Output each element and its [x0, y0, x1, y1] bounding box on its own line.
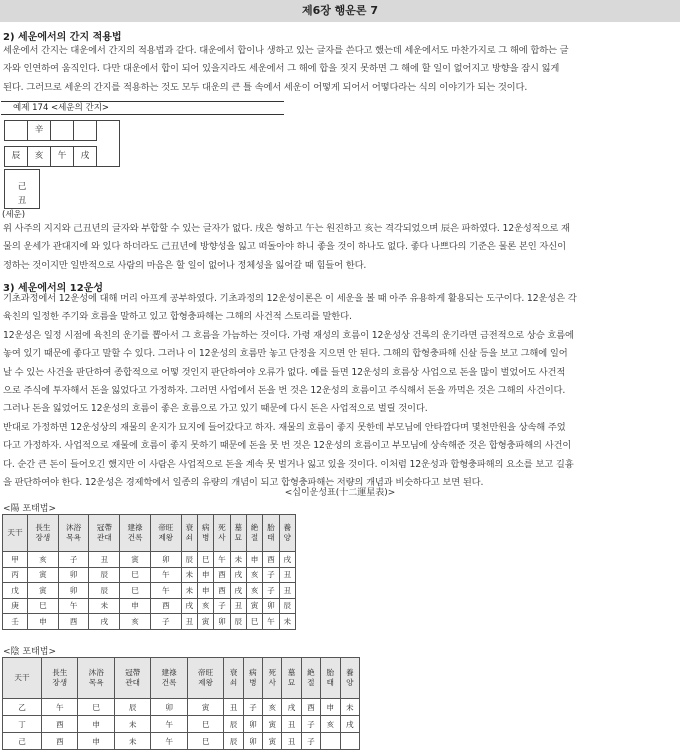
column-header-hangul: 사 [268, 678, 276, 687]
column-header-hangul: 쇠 [229, 678, 238, 687]
column-header-hanja: 墓 [234, 522, 243, 532]
column-header-hanja: 胎 [326, 667, 335, 677]
column-header [114, 658, 150, 699]
text-line: 육친의 일정한 주기와 흐름을 말하고 있고 합형충파해는 그해의 사건적 스토리를 말한다. [3, 311, 352, 323]
column-header-hangul: 목욕 [66, 533, 81, 542]
table-cell: 辰 [224, 733, 243, 750]
table-cell: 丑 [279, 567, 295, 583]
column-header-hangul: 병 [249, 678, 257, 687]
table-cell: 午 [58, 598, 89, 614]
example-title-bar [1, 101, 284, 115]
table-cell: 辰 [114, 699, 150, 716]
table-cell: 丑 [279, 583, 295, 599]
text-line: 위 사주의 지지와 己丑년의 글자와 부합할 수 있는 글자가 없다. 戌은 형하고 午는 원진하고 亥는 격각되었으며 辰은 파하였다. 12운성적으로 재 [3, 223, 570, 234]
table-cell: 戌 [340, 716, 360, 733]
column-header-hanja: 絶 [250, 522, 259, 532]
table-cell: 丑 [282, 716, 301, 733]
saju-cell: 戌 [73, 146, 97, 167]
table-cell: 亥 [197, 598, 213, 614]
table-cell: 戌 [181, 598, 197, 614]
table-cell: 未 [89, 598, 120, 614]
column-header-hanja: 冠帶 [96, 522, 112, 532]
table-cell: 子 [214, 598, 230, 614]
table-cell: 酉 [58, 614, 89, 630]
table-cell: 亥 [28, 552, 59, 568]
table-cell: 酉 [263, 552, 279, 568]
column-header-hanja: 建祿 [161, 667, 177, 677]
column-header-hanja: 衰 [229, 667, 238, 677]
table-cell: 寅 [120, 552, 151, 568]
column-header [58, 515, 89, 552]
column-header [282, 658, 301, 699]
column-header [214, 515, 230, 552]
column-header [42, 658, 78, 699]
saju-cell: 午 [50, 146, 74, 167]
table-cell: 丑 [181, 614, 197, 630]
text-line: 세운에서 간지는 대운에서 간지의 적용법과 같다. 대운에서 합이나 생하고 있는 글자를 쓴다고 했는데 세운에서도 마찬가지로 그 해에 합하는 글 [3, 45, 569, 56]
table-cell: 午 [263, 614, 279, 630]
text-line: 다. 순간 큰 돈이 들어오긴 했지만 이 사람은 사업적으로 돈을 계속 못 벌거나 잃고 있을 것이다. 이처럼 12운성과 합형충파해의 요소를 보고 길흉 [3, 458, 574, 470]
text-line: 놓여 있기 때문에 좋다고 말할 수 있다. 그러나 이 12운성의 흐름만 놓고 단정을 지으면 안 된다. 그해의 합형충파해 신살 등을 보고 그해에 일어 [3, 348, 568, 360]
column-header [263, 658, 282, 699]
table-row [3, 552, 296, 568]
column-header [246, 515, 262, 552]
saju-cell [50, 120, 74, 141]
table-cell: 巳 [120, 567, 151, 583]
table-row [3, 583, 296, 599]
text-line: 반대로 가정하면 12운성상의 재물의 운지가 묘지에 들어갔다고 하자. 재물의 흐름이 좋지 못한데 부모님에 안타깝다며 몇천만원을 상속해 주었 [3, 421, 566, 433]
table-cell: 辰 [224, 716, 243, 733]
table-cell: 辰 [181, 552, 197, 568]
column-header-hangul: 목욕 [88, 678, 104, 687]
table-cell: 卯 [243, 716, 262, 733]
column-header-hangul: 양 [283, 533, 291, 542]
table-cell: 午 [150, 567, 181, 583]
analysis-paragraph [3, 220, 677, 275]
column-header-hanja: 病 [249, 667, 257, 677]
table-cell: 申 [78, 733, 114, 750]
column-header-hanja: 墓 [287, 667, 296, 677]
table-caption: <십이운성표(十二運星表)> [284, 488, 396, 498]
column-header-hanja: 長生 [52, 667, 68, 677]
yin-pota-table [2, 657, 360, 750]
column-header-hangul: 묘 [234, 533, 242, 542]
row-header: 庚 [3, 598, 28, 614]
table-cell: 巳 [78, 699, 114, 716]
column-header [230, 515, 246, 552]
seun-note: (세운) [2, 210, 26, 220]
column-header-hangul: 절 [307, 678, 315, 687]
table-cell: 辰 [230, 614, 246, 630]
table-cell: 午 [151, 716, 187, 733]
column-header-hangul: 쇠 [185, 533, 193, 542]
column-header-hangul: 제왕 [198, 678, 213, 687]
table-cell: 巳 [187, 733, 223, 750]
text-line: 기초과정에서 12운성에 대해 머리 아프게 공부하였다. 기초과정의 12운성이론은 이 세운을 볼 때 아주 유용하게 활용되는 도구이다. 12운성은 각 [3, 293, 577, 304]
table-cell: 丑 [282, 733, 301, 750]
table-cell: 寅 [263, 716, 282, 733]
text-line: 정하는 것이지만 일반적으로 사람의 마음은 할 일이 없어나 정체성을 잃어갈 때 힘들어 한다. [3, 259, 367, 271]
column-header-hanja: 建祿 [127, 522, 143, 532]
table-cell: 申 [78, 716, 114, 733]
table-cell: 子 [263, 567, 279, 583]
column-header-hangul: 건록 [127, 533, 143, 542]
table-cell: 戌 [230, 583, 246, 599]
page-header [0, 0, 680, 22]
column-header [187, 658, 223, 699]
example-title: 예제 174 <세운의 간지> [13, 103, 110, 113]
text-line: 날 수 있는 사건을 판단하여 종합적으로 어떻 것인지 판단하여야 오류가 없다. 예를 들면 12운성의 흐름상 사업으로 돈을 많이 벌었어도 사건적 [3, 366, 566, 378]
table-cell: 卯 [243, 733, 262, 750]
table-cell: 子 [301, 716, 320, 733]
table-cell: 未 [279, 614, 295, 630]
column-header-hanja: 沐浴 [88, 667, 104, 677]
table-cell: 卯 [58, 567, 89, 583]
column-header [243, 658, 262, 699]
column-header-hanja: 胎 [267, 522, 275, 532]
table-cell: 丑 [89, 552, 120, 568]
table-cell: 寅 [28, 583, 59, 599]
table-cell: 巳 [197, 552, 213, 568]
table-cell: 午 [151, 733, 187, 750]
yang-table-tag: <陽 포태법> [3, 504, 57, 514]
table-cell: 亥 [246, 567, 262, 583]
column-header-hangul: 장생 [35, 533, 51, 542]
table-cell: 卯 [263, 598, 279, 614]
row-header: 壬 [3, 614, 28, 630]
table-cell: 巳 [28, 598, 59, 614]
column-header [120, 515, 151, 552]
table-cell: 巳 [187, 716, 223, 733]
table-cell: 寅 [197, 614, 213, 630]
table-cell: 巳 [120, 583, 151, 599]
text-line: 된다. 그러므로 세운의 간지를 적용하는 것도 모두 대운의 큰 틀 속에서 세운이 어떻게 되어서 어떻다라는 식의 이야기가 되는 것이다. [3, 81, 528, 93]
column-header [151, 658, 187, 699]
table-cell: 申 [321, 699, 340, 716]
column-header [181, 515, 197, 552]
column-header [340, 658, 360, 699]
yin-table-tag: <陰 포태법> [3, 647, 57, 657]
table-cell: 酉 [214, 567, 230, 583]
table-cell: 巳 [246, 614, 262, 630]
table-row [3, 614, 296, 630]
table-cell [321, 733, 340, 750]
column-header-hangul: 사 [218, 533, 226, 542]
column-header [78, 658, 114, 699]
column-header-hangul: 관대 [125, 678, 140, 687]
text-line: 12운성은 일정 시점에 육친의 운기를 뽑아서 그 흐름을 가늠하는 것이다. 가령 재성의 흐름이 12운성상 건록의 운기라면 금전적으로 상승 흐름에 [3, 329, 574, 341]
table-cell: 午 [214, 552, 230, 568]
column-header [224, 658, 243, 699]
table-cell: 亥 [263, 699, 282, 716]
column-header [150, 515, 181, 552]
table-cell: 戌 [282, 699, 301, 716]
column-header-hanja: 沐浴 [66, 522, 82, 532]
column-header-hangul: 양 [346, 678, 354, 687]
row-header: 戊 [3, 583, 28, 599]
row-header: 丙 [3, 567, 28, 583]
text-line: 을 판단하여야 한다. 12운성은 경제학에서 일종의 유량의 개념이 되고 합형충파해는 저량의 개념과 비슷하다고 보면 된다. [3, 477, 484, 489]
table-cell: 未 [230, 552, 246, 568]
column-header-hanja: 死 [218, 522, 226, 532]
column-header-hangul: 태 [267, 533, 275, 542]
row-header: 乙 [3, 699, 42, 716]
seun-stem: 己 [17, 182, 27, 192]
column-header [301, 658, 320, 699]
table-cell: 午 [42, 699, 78, 716]
row-header: 己 [3, 733, 42, 750]
seun-branch: 丑 [17, 196, 27, 206]
saju-cell [73, 120, 97, 141]
column-header-hangul: 건록 [161, 678, 177, 687]
table-cell: 亥 [246, 583, 262, 599]
column-header [28, 515, 59, 552]
table-cell: 子 [150, 614, 181, 630]
table-cell: 卯 [214, 614, 230, 630]
column-header-hanja: 帝旺 [198, 667, 214, 677]
table-cell: 申 [197, 567, 213, 583]
table-cell: 辰 [89, 567, 120, 583]
corner-header: 天干 [3, 658, 42, 699]
table-row [3, 716, 360, 733]
row-header: 甲 [3, 552, 28, 568]
table-cell: 丑 [224, 699, 243, 716]
table-cell: 未 [181, 567, 197, 583]
table-cell: 子 [263, 583, 279, 599]
column-header [89, 515, 120, 552]
table-cell: 子 [301, 733, 320, 750]
column-header [321, 658, 340, 699]
table-row [3, 733, 360, 750]
table-cell: 酉 [214, 583, 230, 599]
section2-heading: 2) 세운에서의 간지 적용법 [3, 32, 122, 43]
column-header-hangul: 장생 [52, 678, 68, 687]
table-cell: 未 [181, 583, 197, 599]
page-title: 제6장 행운론 7 [301, 4, 379, 17]
table-cell: 酉 [301, 699, 320, 716]
table-row [3, 598, 296, 614]
table-cell: 未 [114, 733, 150, 750]
table-cell: 寅 [28, 567, 59, 583]
text-line: 다고 가정하자. 사업적으로 재물에 흐름이 좋지 못하기 때문에 돈을 못 번 것은 12운성의 흐름이고 부모님에 상속해준 것은 합형충파해의 사건이 [3, 440, 572, 452]
column-header-hanja: 衰 [185, 522, 194, 532]
saju-cell: 辛 [27, 120, 51, 141]
table-cell: 申 [120, 598, 151, 614]
table-cell: 申 [28, 614, 59, 630]
column-header-hanja: 養 [283, 522, 292, 532]
text-line: 그러나 돈을 잃었어도 12운성의 흐름이 좋은 흐름으로 가고 있기 때문에 다시 돈은 사업적으로 벌릴 것이다. [3, 403, 428, 415]
table-cell: 亥 [321, 716, 340, 733]
column-header-hanja: 長生 [35, 522, 51, 532]
yang-pota-table [2, 514, 296, 630]
table-cell: 午 [150, 583, 181, 599]
column-header [279, 515, 295, 552]
saju-cell [4, 120, 28, 141]
saju-cell: 亥 [27, 146, 51, 167]
table-cell: 子 [58, 552, 89, 568]
column-header-hangul: 병 [201, 533, 210, 542]
table-cell: 亥 [120, 614, 151, 630]
table-cell: 卯 [150, 552, 181, 568]
table-cell: 子 [243, 699, 262, 716]
table-cell: 卯 [151, 699, 187, 716]
table-cell: 辰 [279, 598, 295, 614]
seun-box [4, 169, 40, 209]
table-cell: 戌 [89, 614, 120, 630]
table-cell: 丑 [230, 598, 246, 614]
text-line: 물의 운세가 관대지에 와 있다 하더라도 己丑년에 방향성을 잃고 떠돌아야 하니 좋을 것이 하나도 없다. 좋다 나쁘다의 기준은 물론 본인 자신이 [3, 241, 566, 253]
table-cell: 酉 [150, 598, 181, 614]
table-cell: 酉 [42, 733, 78, 750]
column-header-hanja: 養 [345, 667, 354, 677]
column-header-hangul: 묘 [287, 678, 296, 687]
table-cell: 未 [340, 699, 360, 716]
section3-paragraph [3, 290, 677, 492]
section3-heading: 3) 세운에서의 12운성 [3, 283, 104, 294]
table-cell: 申 [246, 552, 262, 568]
section2-paragraph [3, 42, 677, 97]
column-header [263, 515, 279, 552]
column-header-hangul: 제왕 [158, 533, 174, 542]
row-header: 丁 [3, 716, 42, 733]
text-line: 으로 주식에 투자해서 돈을 잃었다고 가정하자. 그러면 사업에서 돈을 번 것은 12운성의 흐름이고 주식해서 돈을 까먹은 것은 그해의 사건이다. [3, 385, 566, 397]
table-cell [340, 733, 360, 750]
column-header-hanja: 絶 [307, 667, 315, 677]
column-header-hangul: 관대 [97, 533, 112, 542]
corner-header: 天干 [3, 515, 28, 552]
text-line: 자와 인연하여 움직인다. 다만 대운에서 합이 되어 있을지라도 세운에서 그 해에 합을 짓지 못하면 그 해에 할 일이 없어지고 방향을 잠시 잃게 [3, 63, 560, 75]
column-header-hanja: 冠帶 [125, 667, 141, 677]
column-header-hanja: 病 [201, 522, 210, 532]
table-cell: 酉 [42, 716, 78, 733]
table-cell: 未 [114, 716, 150, 733]
column-header-hanja: 帝旺 [158, 522, 174, 532]
table-cell: 卯 [58, 583, 89, 599]
table-cell: 申 [197, 583, 213, 599]
table-cell: 寅 [246, 598, 262, 614]
saju-cell: 辰 [4, 146, 28, 167]
table-cell: 寅 [263, 733, 282, 750]
table-cell: 戌 [230, 567, 246, 583]
table-cell: 辰 [89, 583, 120, 599]
table-row [3, 699, 360, 716]
table-cell: 寅 [187, 699, 223, 716]
column-header-hangul: 태 [326, 678, 334, 687]
column-header [197, 515, 213, 552]
table-cell: 戌 [279, 552, 295, 568]
column-header-hanja: 死 [268, 667, 277, 677]
column-header-hangul: 절 [250, 533, 259, 542]
table-row [3, 567, 296, 583]
